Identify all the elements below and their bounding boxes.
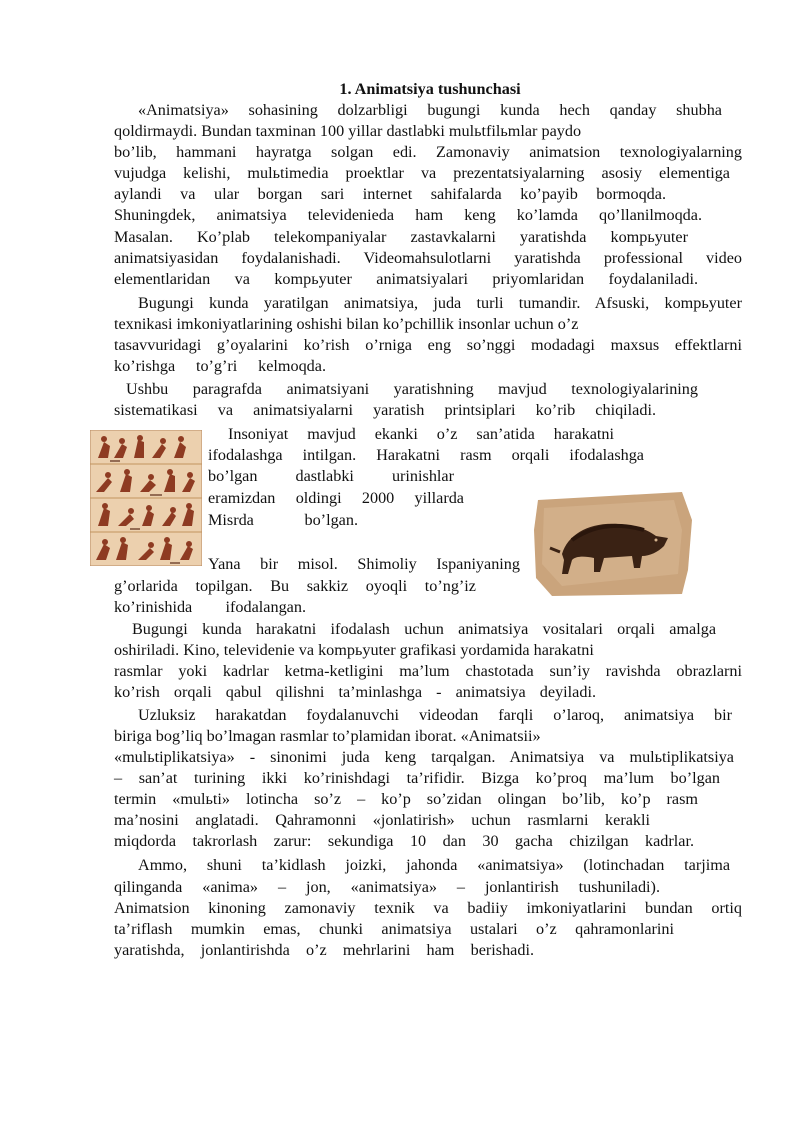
- text-line: Shuningdek, animatsiya televidenieda ham keng ko’lamda qo’llanilmoqda.: [114, 206, 702, 224]
- text-line: Yana bir misol. Shimoliy Ispaniyaning: [208, 555, 520, 573]
- text-line: sistematikasi va animatsiyalarni yaratish printsiplari ko’rib chiqiladi.: [114, 401, 656, 419]
- text-line: – san’at turining ikki ko’rinishdagi ta’rifidir. Bizga ko’proq ma’lum bo’lgan: [114, 769, 720, 787]
- cave-boar-painting-image: [532, 490, 694, 598]
- text-line: ko’rishga to’g’ri kelmoqda.: [114, 357, 326, 375]
- text-line: Masalan. Ko’plab telekompaniyalar zastavkalarni yaratishda kompьyuter: [114, 228, 688, 246]
- text-line: eramizdan oldingi 2000 yillarda: [208, 489, 464, 507]
- text-line: «mulьtiplikatsiya» - sinonimi juda keng tarqalgan. Animatsiya va mulьtiplikatsiya: [114, 748, 734, 766]
- text-line: texnikasi imkoniyatlarining oshishi bilan ko’pchillik insonlar uchun o’z: [114, 315, 579, 333]
- text-line: Misrda bo’lgan.: [208, 511, 358, 529]
- egyptian-wall-painting-icon: [90, 430, 202, 566]
- text-line: vujudga kelishi, mulьtimedia proektlar va prezentatsiyalarning asosiy elementiga: [114, 164, 730, 182]
- text-line: «Animatsiya» sohasining dolzarbligi bugungi kunda hech qanday shubha: [138, 101, 722, 119]
- text-line: ifodalashga intilgan. Harakatni rasm orqali ifodalashga: [208, 446, 644, 464]
- cave-boar-painting-icon: [532, 490, 694, 598]
- page-title: 1. Animatsiya tushunchasi: [339, 80, 521, 98]
- text-line: Bugungi kunda yaratilgan animatsiya, juda turli tumandir. Afsuski, kompьyuter: [138, 294, 742, 312]
- text-line: ta’riflash mumkin emas, chunki animatsiya ustalari o’z qahramonlarini: [114, 920, 674, 938]
- text-line: qilinganda «anima» – jon, «animatsiya» – jonlantirish tushuniladi).: [114, 878, 660, 896]
- text-line: ko’rinishida ifodalangan.: [114, 598, 306, 616]
- text-line: Insoniyat mavjud ekanki o’z san’atida harakatni: [228, 425, 614, 443]
- text-line: Bugungi kunda harakatni ifodalash uchun animatsiya vositalari orqali amalga: [132, 620, 716, 638]
- text-line: elementlaridan va kompьyuter animatsiyalari priyomlaridan foydalaniladi.: [114, 270, 698, 288]
- text-line: Ushbu paragrafda animatsiyani yaratishning mavjud texnologiyalarining: [126, 380, 698, 398]
- text-line: Ammo, shuni ta’kidlash joizki, jahonda «animatsiya» (lotinchadan tarjima: [138, 856, 730, 874]
- text-line: tasavvuridagi g’oyalarini ko’rish o’rniga eng so’nggi modadagi maxsus effektlarni: [114, 336, 742, 354]
- text-line: yaratishda, jonlantirishda o’z mehrlarini ham berishadi.: [114, 941, 534, 959]
- text-line: miqdorda takrorlash zarur: sekundiga 10 dan 30 gacha chizilgan kadrlar.: [114, 832, 694, 850]
- text-line: rasmlar yoki kadrlar ketma-ketligini ma’lum chastotada sun’iy ravishda obrazlarni: [114, 662, 742, 680]
- text-line: Animatsion kinoning zamonaviy texnik va badiiy imkoniyatlarini bundan ortiq: [114, 899, 742, 917]
- text-line: g’orlarida topilgan. Bu sakkiz oyoqli to’ng’iz: [114, 577, 476, 595]
- egyptian-wall-painting-image: [90, 430, 202, 566]
- text-line: termin «mulьti» lotincha so’z – ko’p so’zidan olingan bo’lib, ko’p rasm: [114, 790, 698, 808]
- text-line: biriga bog’liq bo’lmagan rasmlar to’plamidan iborat. «Animatsii»: [114, 727, 541, 745]
- text-line: qoldirmaydi. Bundan taxminan 100 yillar dastlabki mulьtfilьmlar paydo: [114, 122, 582, 140]
- text-line: oshiriladi. Kino, televidenie va kompьyuter grafikasi yordamida harakatni: [114, 641, 594, 659]
- text-line: animatsiyasidan foydalanishadi. Videomahsulotlarni yaratishda professional video: [114, 249, 742, 267]
- text-line: bo’lib, hammani hayratga solgan edi. Zamonaviy animatsion texnologiyalarning: [114, 143, 742, 161]
- text-line: Uzluksiz harakatdan foydalanuvchi videodan farqli o’laroq, animatsiya bir: [138, 706, 732, 724]
- text-line: ko’rish orqali qabul qilishni ta’minlashga - animatsiya deyiladi.: [114, 683, 596, 701]
- text-line: bo’lgan dastlabki urinishlar: [208, 467, 454, 485]
- text-line: aylandi va ular borgan sari internet sahifalarda ko’payib bormoqda.: [114, 185, 666, 203]
- text-line: ma’nosini anglatadi. Qahramonni «jonlatirish» uchun rasmlarni kerakli: [114, 811, 650, 829]
